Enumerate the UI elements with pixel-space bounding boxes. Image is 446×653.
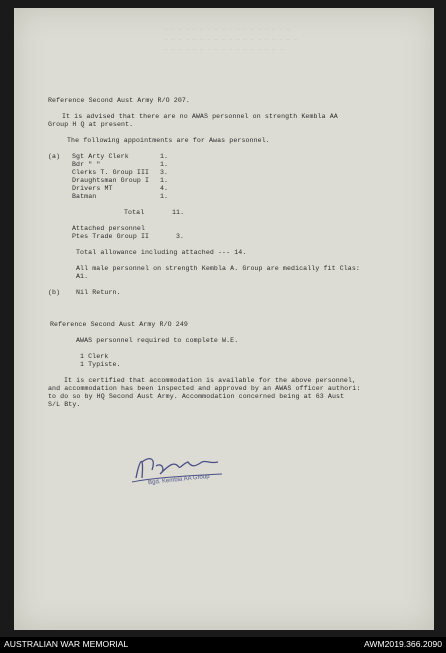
attached-line1: Attached personnel [72,225,146,232]
section2-item: 1 Clerk [80,353,109,360]
attached-line2: Ptes Trade Group II [72,233,150,240]
appointment-role: Drivers MT [72,185,113,192]
unit-stamp: Bgd. Kembla AA Group [147,473,210,487]
section1-heading: Reference Second Aust Army R/O 207. [48,97,190,104]
total-value: 11. [172,209,185,216]
archive-name: AUSTRALIAN WAR MEMORIAL [4,639,129,649]
accession-number: AWM2019.366.2090 [363,639,442,649]
show-through-text: — — — — — — — — — — — — — — — — — — — [164,36,298,43]
appointment-role: Draughtsman Group I [72,177,150,184]
cert-line1: It is certified that accommodation is available for the above personnel, [64,377,357,384]
appointment-count: 3. [160,169,169,176]
appointment-count: 1. [160,153,169,160]
section2-heading: Reference Second Aust Army R/O 249 [50,321,188,328]
show-through-text: — — — — — — — — — — — — — — — — — — [164,26,291,33]
para1-line1: It is advised that there are no AWAS personnel on strength Kembla AA [62,113,338,120]
cert-line4: S/L Bty. [48,401,81,408]
cert-line3: to do so by HQ Second Aust Army. Accommodation concerned being at 63 Aust [48,393,345,400]
appointment-role: Clerks T. Group III [72,169,150,176]
appointment-count: 1. [160,193,169,200]
attached-value: 3. [176,233,185,240]
appointment-count: 1. [160,177,169,184]
appointment-role: Sgt Arty Clerk [72,153,129,160]
total-label: Total [124,209,145,216]
total-allowance: Total allowance including attached --- 14. [76,249,247,256]
archive-footer [0,637,446,653]
appointment-role: Bdr " " [72,161,101,168]
section2-item: 1 Typiste. [80,361,121,368]
show-through-text: — — — — — — — — — — — — — — — — — [164,46,283,53]
fit-line1: All male personnel on strength Kembla A. Group are medically fit Clas: [76,265,360,272]
label-a: (a) [48,153,61,160]
fit-line2: A1. [76,273,89,280]
nil-return: Nil Return. [76,289,121,296]
appointment-role: Batman [72,193,97,200]
para1-line2: Group H Q at present. [48,121,134,128]
section2-para: AWAS personnel required to complete W.E. [76,337,239,344]
para2: The following appointments are for Awas personnel. [67,137,270,144]
label-b: (b) [48,289,61,296]
appointment-count: 4. [160,185,169,192]
cert-line2: and accommodation has been inspected and approved by an AWAS officer authori: [48,385,361,392]
appointment-count: 1. [160,161,169,168]
